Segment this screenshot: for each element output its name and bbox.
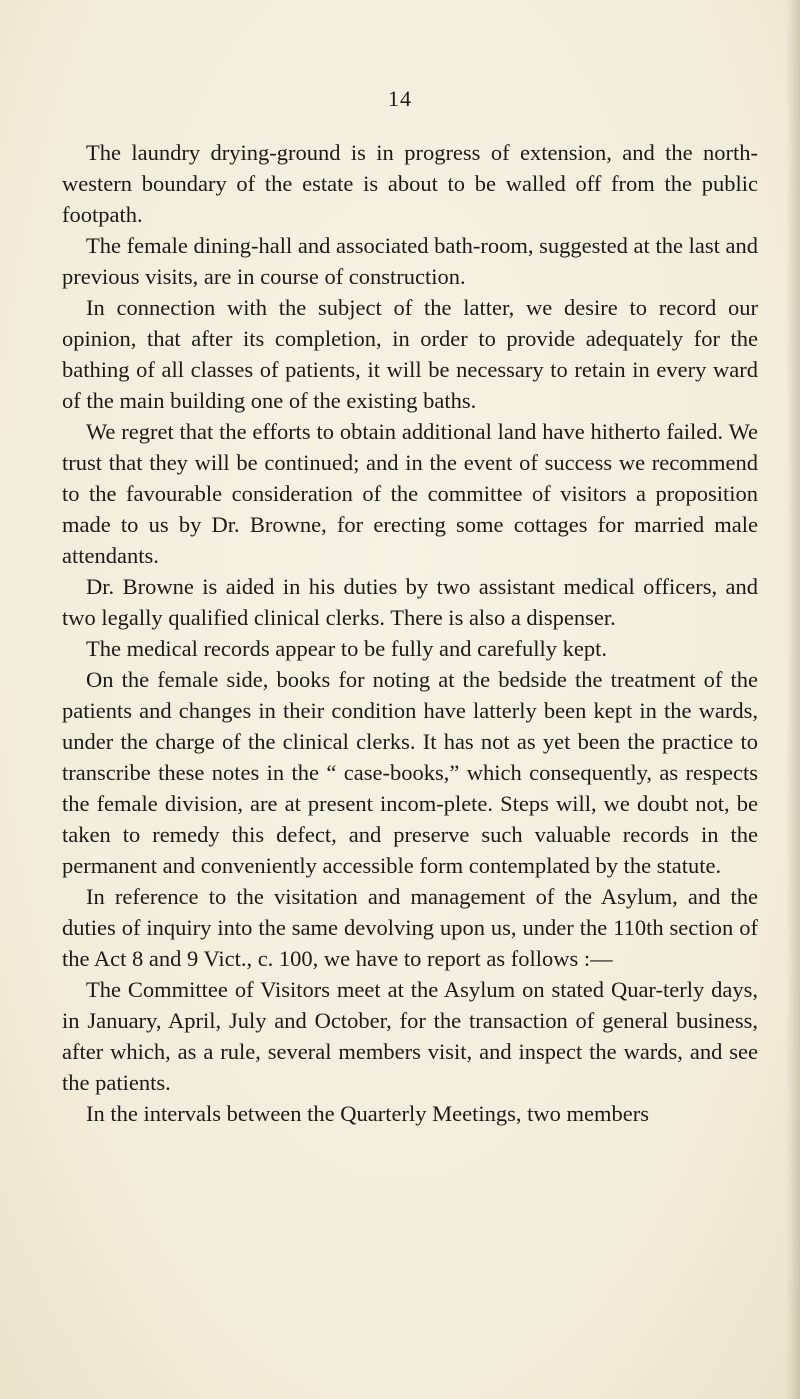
- page-number: 14: [388, 86, 412, 111]
- paragraph-baths: In connection with the subject of the latter, we desire to record our opinion, that after its completion, in order to provide adequately for the bathing of all classes of patients, it will be necessary to retain in every ward of the main building one of the existing baths.: [62, 295, 758, 413]
- body-text: [62, 137, 758, 1129]
- paragraph-dining-hall: The female dining-hall and associated bath-room, suggested at the last and previous visits, are in course of construction.: [62, 233, 758, 289]
- paragraph-visitation: In reference to the visitation and management of the Asylum, and the duties of inquiry into the same devolving upon us, under the 110th section of the Act 8 and 9 Vict., c. 100, we have to report as follows :—: [62, 884, 758, 971]
- paragraph-staff: Dr. Browne is aided in his duties by two assistant medical officers, and two legally qualified clinical clerks. There is also a dispenser.: [62, 574, 758, 630]
- paragraph-committee: The Committee of Visitors meet at the Asylum on stated Quar-terly days, in January, April, July and October, for the transaction of general business, after which, as a rule, several members visit, and inspect the wards, and see the patients.: [62, 977, 758, 1095]
- paragraph-land: We regret that the efforts to obtain additional land have hitherto failed. We trust that they will be continued; and in the event of success we recommend to the favourable consideration of the committee of visitors a proposition made to us by Dr. Browne, for erecting some cottages for married male attendants.: [62, 419, 758, 568]
- paragraph-female-side: On the female side, books for noting at the bedside the treatment of the patients and changes in their condition have latterly been kept in the wards, under the charge of the clinical clerks. It has not as yet been the practice to transcribe these notes in the “ case-books,” which consequently, as respects the female division, are at present incom-plete. Steps will, we doubt not, be taken to remedy this defect, and preserve such valuable records in the permanent and conveniently accessible form contemplated by the statute.: [62, 667, 758, 878]
- paragraph-records: The medical records appear to be fully and carefully kept.: [86, 636, 608, 661]
- paragraph-intervals: In the intervals between the Quarterly Meetings, two members: [86, 1101, 649, 1126]
- paragraph-laundry: The laundry drying-ground is in progress of extension, and the north-western boundary of the estate is about to be walled off from the public footpath.: [62, 140, 758, 227]
- page-edge-shadow: [786, 0, 800, 1399]
